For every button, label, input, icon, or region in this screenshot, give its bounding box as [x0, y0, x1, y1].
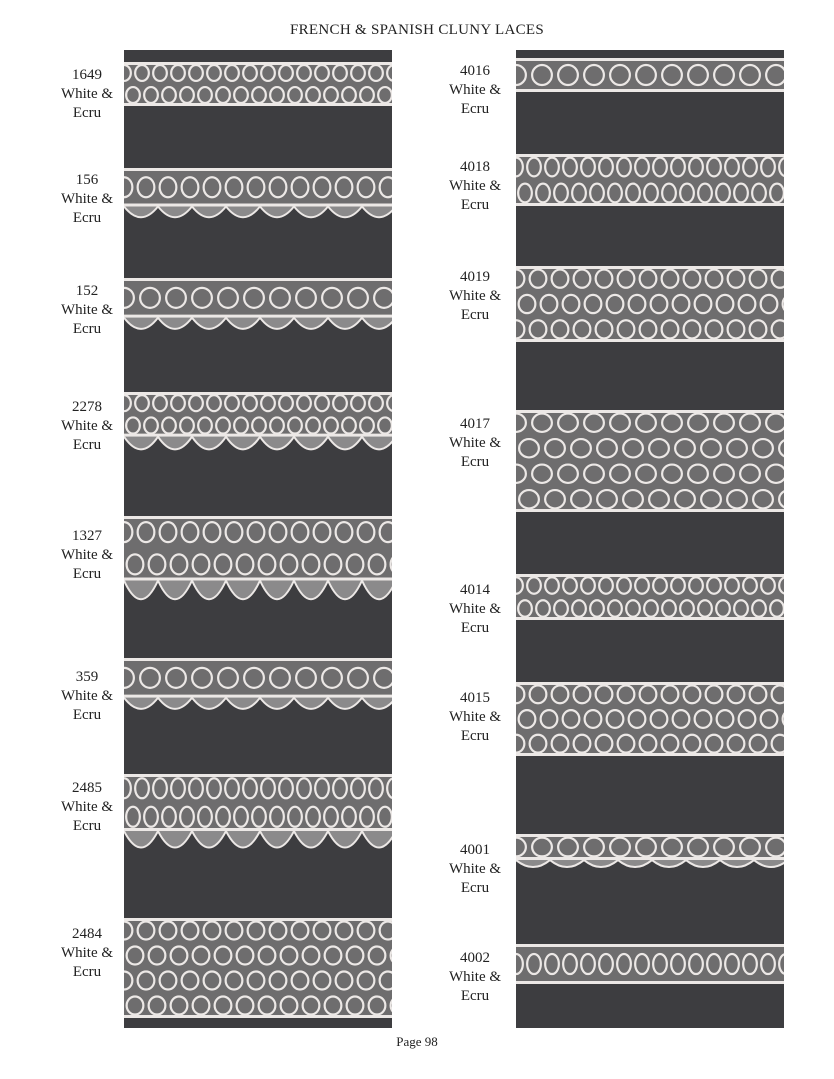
lace-sample-4015: [516, 682, 784, 756]
lace-label-4016: [440, 62, 510, 119]
lace-texture: [516, 834, 784, 876]
lace-label-4015: [440, 689, 510, 746]
lace-label-2278: [52, 398, 122, 455]
lace-color-line: White &: [448, 178, 502, 194]
lace-code: 4017: [460, 416, 490, 432]
lace-color-line: Ecru: [460, 988, 490, 1004]
lace-color-line: White &: [60, 302, 114, 318]
lace-sample-4001: [516, 834, 784, 876]
lace-sample-2278: [124, 392, 392, 464]
lace-texture: [124, 658, 392, 722]
lace-texture: [124, 168, 392, 230]
lace-sample-4002: [516, 944, 784, 984]
lace-sample-4017: [516, 410, 784, 512]
lace-sample-359: [124, 658, 392, 722]
lace-texture: [516, 944, 784, 984]
lace-sample-4016: [516, 58, 784, 92]
lace-texture: [516, 682, 784, 756]
lace-color-line: White &: [448, 709, 502, 725]
lace-texture: [124, 62, 392, 106]
lace-code: 152: [75, 283, 99, 299]
lace-texture: [516, 574, 784, 620]
lace-sample-4019: [516, 266, 784, 342]
lace-color-line: Ecru: [72, 818, 102, 834]
lace-color-line: Ecru: [460, 307, 490, 323]
lace-color-line: Ecru: [72, 964, 102, 980]
lace-sample-2485: [124, 774, 392, 866]
lace-label-2484: [52, 925, 122, 982]
lace-label-152: [52, 282, 122, 339]
lace-color-line: Ecru: [460, 197, 490, 213]
lace-sample-2484: [124, 918, 392, 1018]
lace-color-line: Ecru: [72, 210, 102, 226]
lace-color-line: Ecru: [72, 566, 102, 582]
lace-texture: [516, 58, 784, 92]
lace-code: 4016: [460, 63, 490, 79]
lace-color-line: White &: [60, 945, 114, 961]
lace-label-4014: [440, 581, 510, 638]
lace-code: 2485: [72, 780, 102, 796]
lace-color-line: White &: [448, 82, 502, 98]
lace-label-4018: [440, 158, 510, 215]
lace-texture: [124, 774, 392, 866]
lace-color-line: Ecru: [460, 454, 490, 470]
lace-code: 4019: [460, 269, 490, 285]
lace-code: 1649: [72, 67, 102, 83]
lace-sample-4014: [516, 574, 784, 620]
lace-color-line: White &: [448, 601, 502, 617]
lace-code: 156: [75, 172, 99, 188]
lace-texture: [124, 516, 392, 620]
lace-code: 359: [75, 669, 99, 685]
lace-texture: [124, 392, 392, 464]
lace-color-line: Ecru: [72, 707, 102, 723]
lace-color-line: White &: [60, 418, 114, 434]
lace-color-line: White &: [60, 191, 114, 207]
lace-texture: [516, 154, 784, 206]
lace-label-4002: [440, 949, 510, 1006]
lace-color-line: White &: [60, 799, 114, 815]
lace-texture: [124, 278, 392, 342]
lace-color-line: Ecru: [460, 620, 490, 636]
lace-sample-152: [124, 278, 392, 342]
lace-code: 4002: [460, 950, 490, 966]
lace-label-359: [52, 668, 122, 725]
lace-code: 4001: [460, 842, 490, 858]
lace-label-4001: [440, 841, 510, 898]
lace-color-line: Ecru: [72, 437, 102, 453]
lace-sample-1327: [124, 516, 392, 620]
lace-color-line: Ecru: [72, 321, 102, 337]
lace-texture: [516, 410, 784, 512]
lace-label-4019: [440, 268, 510, 325]
lace-color-line: White &: [60, 547, 114, 563]
lace-color-line: Ecru: [460, 101, 490, 117]
lace-code: 4014: [460, 582, 490, 598]
lace-color-line: White &: [60, 86, 114, 102]
lace-sample-156: [124, 168, 392, 230]
lace-code: 4018: [460, 159, 490, 175]
lace-code: 2278: [72, 399, 102, 415]
lace-label-4017: [440, 415, 510, 472]
lace-sample-1649: [124, 62, 392, 106]
lace-sample-4018: [516, 154, 784, 206]
lace-texture: [516, 266, 784, 342]
lace-color-line: White &: [448, 969, 502, 985]
lace-color-line: Ecru: [72, 105, 102, 121]
lace-color-line: White &: [448, 435, 502, 451]
lace-color-line: White &: [60, 688, 114, 704]
page-number: Page 98: [396, 1034, 438, 1049]
lace-texture: [124, 918, 392, 1018]
lace-label-156: [52, 171, 122, 228]
lace-photo-panel-left: [124, 50, 392, 1028]
page-title: FRENCH & SPANISH CLUNY LACES: [289, 22, 544, 38]
lace-code: 1327: [72, 528, 102, 544]
lace-label-1327: [52, 527, 122, 584]
lace-label-1649: [52, 66, 122, 123]
lace-code: 2484: [72, 926, 102, 942]
lace-label-2485: [52, 779, 122, 836]
lace-color-line: Ecru: [460, 728, 490, 744]
lace-photo-panel-right: [516, 50, 784, 1028]
lace-code: 4015: [460, 690, 490, 706]
lace-color-line: Ecru: [460, 880, 490, 896]
lace-color-line: White &: [448, 861, 502, 877]
lace-color-line: White &: [448, 288, 502, 304]
